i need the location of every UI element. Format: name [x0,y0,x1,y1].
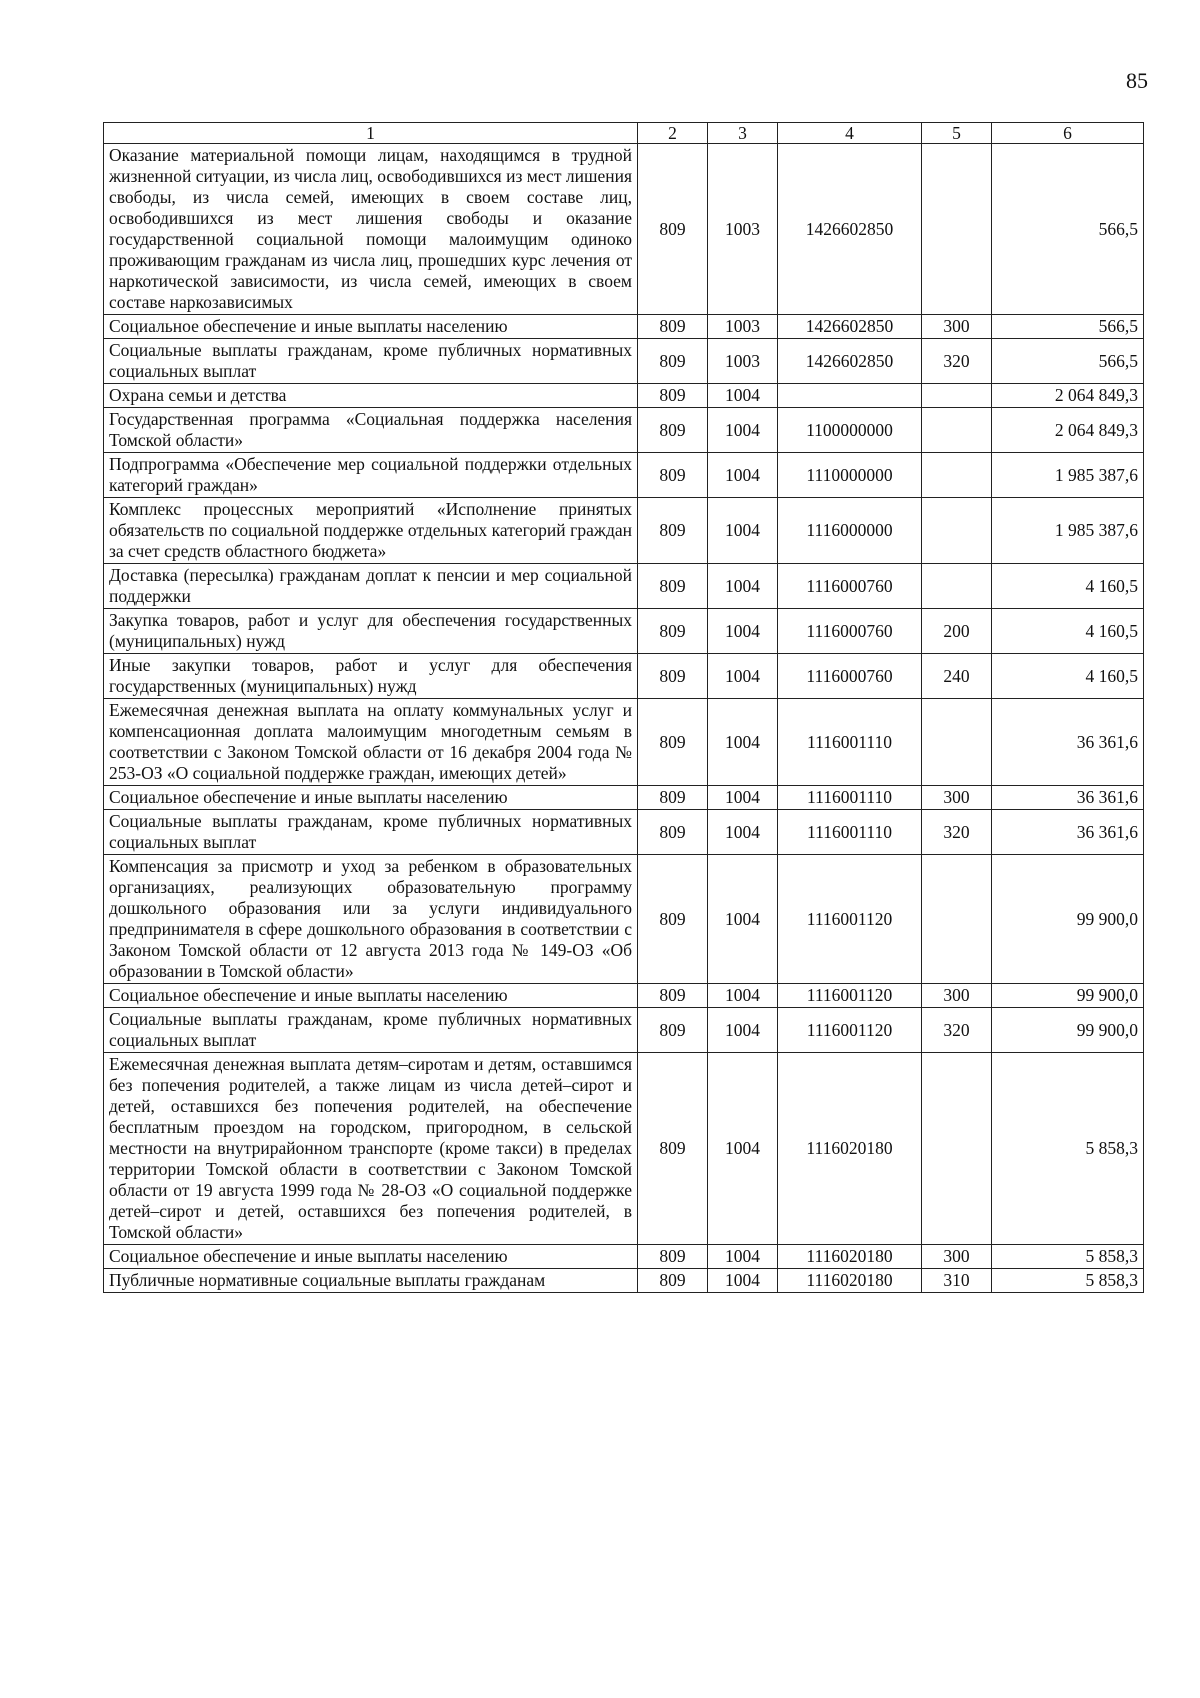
expense-type-cell [922,453,992,498]
amount-cell: 99 900,0 [992,855,1144,984]
expense-type-cell [922,855,992,984]
target-article-cell: 1116000000 [778,498,922,564]
section-code-cell: 1004 [708,855,778,984]
ministry-code-cell: 809 [638,855,708,984]
row-name-cell: Иные закупки товаров, работ и услуг для обеспечения государственных (муниципальных) нужд [104,654,638,699]
target-article-cell: 1116001110 [778,699,922,786]
expense-type-cell [922,564,992,609]
expense-type-cell: 300 [922,786,992,810]
row-name-cell: Социальное обеспечение и иные выплаты населению [104,786,638,810]
table-row [104,786,1144,810]
expense-type-cell: 240 [922,654,992,699]
row-name-cell: Ежемесячная денежная выплата на оплату коммунальных услуг и компенсационная доплата малоимущим многодетным семьям в соответствии с Законом Томской области от 16 декабря 2004 года № 253-ОЗ «О социальной поддержке граждан, имеющих детей» [104,699,638,786]
budget-table [103,122,1144,1293]
ministry-code-cell: 809 [638,144,708,315]
row-name-cell: Социальные выплаты гражданам, кроме публичных нормативных социальных выплат [104,1008,638,1053]
row-name-cell: Подпрограмма «Обеспечение мер социальной поддержки отдельных категорий граждан» [104,453,638,498]
expense-type-cell [922,498,992,564]
target-article-cell: 1116001110 [778,786,922,810]
table-row [104,144,1144,315]
target-article-cell: 1116001110 [778,810,922,855]
section-code-cell: 1004 [708,609,778,654]
expense-type-cell: 300 [922,315,992,339]
section-code-cell: 1004 [708,786,778,810]
table-row [104,654,1144,699]
target-article-cell: 1116000760 [778,609,922,654]
table-row [104,1053,1144,1245]
ministry-code-cell: 809 [638,384,708,408]
expense-type-cell: 320 [922,810,992,855]
amount-cell: 36 361,6 [992,699,1144,786]
amount-cell: 2 064 849,3 [992,408,1144,453]
target-article-cell: 1426602850 [778,315,922,339]
expense-type-cell: 320 [922,339,992,384]
section-code-cell: 1004 [708,1269,778,1293]
ministry-code-cell: 809 [638,408,708,453]
ministry-code-cell: 809 [638,564,708,609]
ministry-code-cell: 809 [638,315,708,339]
header-cell: 2 [638,123,708,144]
ministry-code-cell: 809 [638,654,708,699]
budget-table-body [104,123,1144,1293]
target-article-cell: 1116020180 [778,1245,922,1269]
ministry-code-cell: 809 [638,699,708,786]
section-code-cell: 1003 [708,144,778,315]
section-code-cell: 1004 [708,810,778,855]
section-code-cell: 1004 [708,564,778,609]
amount-cell: 5 858,3 [992,1053,1144,1245]
row-name-cell: Закупка товаров, работ и услуг для обеспечения государственных (муниципальных) нужд [104,609,638,654]
section-code-cell: 1004 [708,408,778,453]
target-article-cell: 1110000000 [778,453,922,498]
amount-cell: 36 361,6 [992,786,1144,810]
expense-type-cell [922,1053,992,1245]
row-name-cell: Охрана семьи и детства [104,384,638,408]
amount-cell: 1 985 387,6 [992,453,1144,498]
amount-cell: 2 064 849,3 [992,384,1144,408]
target-article-cell: 1426602850 [778,339,922,384]
amount-cell: 566,5 [992,315,1144,339]
section-code-cell: 1004 [708,984,778,1008]
ministry-code-cell: 809 [638,498,708,564]
table-row [104,453,1144,498]
header-cell: 5 [922,123,992,144]
amount-cell: 5 858,3 [992,1269,1144,1293]
amount-cell: 5 858,3 [992,1245,1144,1269]
amount-cell: 4 160,5 [992,564,1144,609]
row-name-cell: Социальные выплаты гражданам, кроме публичных нормативных социальных выплат [104,810,638,855]
ministry-code-cell: 809 [638,1008,708,1053]
target-article-cell: 1116020180 [778,1269,922,1293]
ministry-code-cell: 809 [638,1053,708,1245]
row-name-cell: Оказание материальной помощи лицам, находящимся в трудной жизненной ситуации, из числа лиц, освободившихся из мест лишения свободы, из числа семей, имеющих в своем составе лиц, освободившихся из мест лишения свободы и оказание государственной социальной помощи малоимущим одиноко проживающим гражданам из числа лиц, прошедших курс лечения от наркотической зависимости, из числа семей, имеющих в своем составе наркозависимых [104,144,638,315]
table-row [104,984,1144,1008]
table-row [104,810,1144,855]
table-row [104,315,1144,339]
amount-cell: 99 900,0 [992,1008,1144,1053]
header-cell: 4 [778,123,922,144]
expense-type-cell [922,384,992,408]
amount-cell: 4 160,5 [992,609,1144,654]
page-number: 85 [1126,68,1148,93]
target-article-cell: 1100000000 [778,408,922,453]
section-code-cell: 1003 [708,315,778,339]
amount-cell: 99 900,0 [992,984,1144,1008]
row-name-cell: Публичные нормативные социальные выплаты гражданам [104,1269,638,1293]
section-code-cell: 1004 [708,1245,778,1269]
table-header-row [104,123,1144,144]
section-code-cell: 1004 [708,453,778,498]
section-code-cell: 1004 [708,498,778,564]
amount-cell: 566,5 [992,144,1144,315]
expense-type-cell [922,408,992,453]
target-article-cell: 1116000760 [778,564,922,609]
amount-cell: 1 985 387,6 [992,498,1144,564]
ministry-code-cell: 809 [638,1269,708,1293]
row-name-cell: Государственная программа «Социальная поддержка населения Томской области» [104,408,638,453]
table-row [104,1245,1144,1269]
expense-type-cell: 200 [922,609,992,654]
ministry-code-cell: 809 [638,339,708,384]
target-article-cell: 1116000760 [778,654,922,699]
target-article-cell: 1116001120 [778,1008,922,1053]
row-name-cell: Компенсация за присмотр и уход за ребенком в образовательных организациях, реализующих образовательную программу дошкольного образования или за услуги индивидуального предпринимателя в сфере дошкольного образования в соответствии с Законом Томской области от 12 августа 2013 года № 149-ОЗ «Об образовании в Томской области» [104,855,638,984]
ministry-code-cell: 809 [638,453,708,498]
row-name-cell: Доставка (пересылка) гражданам доплат к пенсии и мер социальной поддержки [104,564,638,609]
header-cell: 3 [708,123,778,144]
section-code-cell: 1004 [708,1053,778,1245]
row-name-cell: Комплекс процессных мероприятий «Исполнение принятых обязательств по социальной поддержке отдельных категорий граждан за счет средств областного бюджета» [104,498,638,564]
table-row [104,408,1144,453]
table-row [104,564,1144,609]
row-name-cell: Социальные выплаты гражданам, кроме публичных нормативных социальных выплат [104,339,638,384]
section-code-cell: 1003 [708,339,778,384]
expense-type-cell [922,144,992,315]
ministry-code-cell: 809 [638,984,708,1008]
ministry-code-cell: 809 [638,810,708,855]
section-code-cell: 1004 [708,1008,778,1053]
ministry-code-cell: 809 [638,1245,708,1269]
expense-type-cell: 310 [922,1269,992,1293]
table-row [104,699,1144,786]
row-name-cell: Социальное обеспечение и иные выплаты населению [104,984,638,1008]
expense-type-cell [922,699,992,786]
amount-cell: 4 160,5 [992,654,1144,699]
target-article-cell: 1116001120 [778,984,922,1008]
expense-type-cell: 300 [922,984,992,1008]
target-article-cell [778,384,922,408]
expense-type-cell: 300 [922,1245,992,1269]
row-name-cell: Социальное обеспечение и иные выплаты населению [104,315,638,339]
header-cell: 6 [992,123,1144,144]
target-article-cell: 1116001120 [778,855,922,984]
amount-cell: 566,5 [992,339,1144,384]
row-name-cell: Социальное обеспечение и иные выплаты населению [104,1245,638,1269]
table-row [104,1008,1144,1053]
ministry-code-cell: 809 [638,609,708,654]
table-row [104,609,1144,654]
table-row [104,1269,1144,1293]
table-row [104,498,1144,564]
header-cell: 1 [104,123,638,144]
ministry-code-cell: 809 [638,786,708,810]
section-code-cell: 1004 [708,699,778,786]
section-code-cell: 1004 [708,654,778,699]
table-row [104,339,1144,384]
table-row [104,384,1144,408]
table-row [104,855,1144,984]
row-name-cell: Ежемесячная денежная выплата детям–сиротам и детям, оставшимся без попечения родителей, а также лицам из числа детей–сирот и детей, оставшихся без попечения родителей, на обеспечение бесплатным проездом на городском, пригородном, в сельской местности на внутрирайонном транспорте (кроме такси) в пределах территории Томской области в соответствии с Законом Томской области от 19 августа 1999 года № 28-ОЗ «О социальной поддержке детей–сирот и детей, оставшихся без попечения родителей, в Томской области» [104,1053,638,1245]
section-code-cell: 1004 [708,384,778,408]
expense-type-cell: 320 [922,1008,992,1053]
target-article-cell: 1116020180 [778,1053,922,1245]
amount-cell: 36 361,6 [992,810,1144,855]
target-article-cell: 1426602850 [778,144,922,315]
